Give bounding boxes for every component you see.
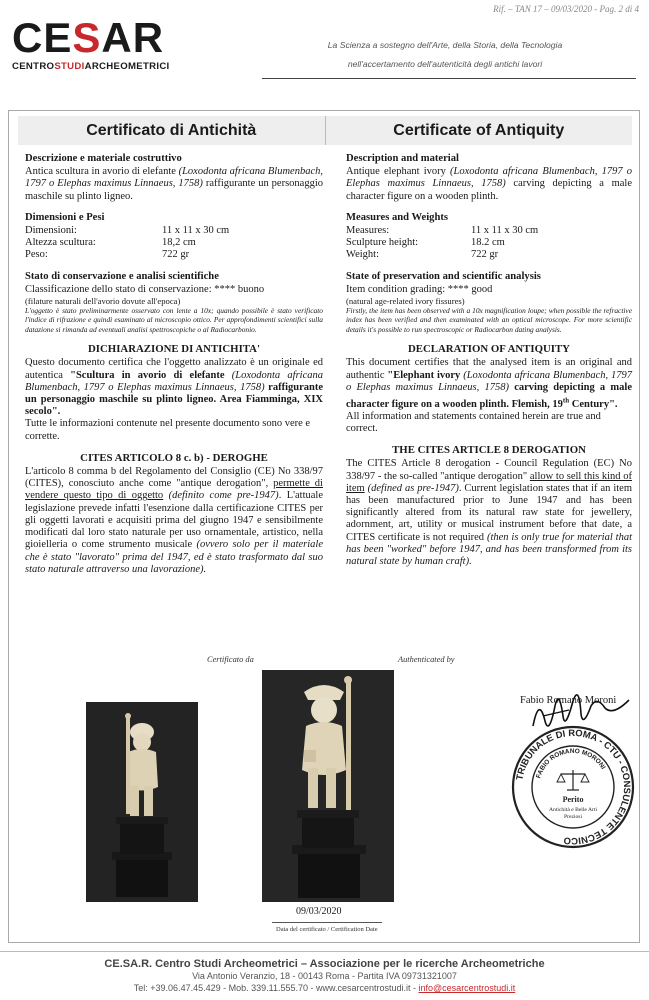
condition-note: (natural age-related ivory fissures) bbox=[346, 296, 465, 307]
document-reference: Rif. – TAN 17 – 09/03/2020 - Pag. 2 di 4 bbox=[493, 4, 639, 14]
dimensions-heading: Measures and Weights bbox=[346, 211, 449, 223]
sculpture-front-image bbox=[262, 670, 394, 902]
english-column bbox=[346, 153, 632, 568]
dimension-row: Measures: 11 x 11 x 30 cm bbox=[346, 225, 539, 237]
logo-wordmark: CESAR bbox=[12, 14, 165, 61]
declaration-text: This document certifies that the analysed item is an original and authentic "Elephant ivory (Loxodonta africana Blumenbach, 1797 o Elephas maximus Linnaeus, 1758) carving depicting a male character figure on a wooden plinth. Flemish, 19th Century". bbox=[346, 357, 633, 410]
footer-address: Via Antonio Veranzio, 18 - 00143 Roma - Partita IVA 09731321007 bbox=[192, 971, 457, 981]
logo-subtitle: CENTROSTUDIARCHEOMETRICI bbox=[12, 61, 170, 72]
cites-text: The CITES Article 8 derogation - Council Regulation (EC) No 338/97 - the so-called "antique derogation" allow to sell this kind of item (defined as pre-1947). Current legislation states that if an item has been manufactured prior to June 1947 and has been significantly altered from its natural raw state for jewellery, adornment, art, utility or musical instrument before that date, a CITES certificate is not required (then is only true for material that has been "worked" before 1947, and has been transformed from its natural state by human craft). bbox=[346, 458, 632, 567]
title-italian: Certificato di Antichità bbox=[86, 122, 257, 139]
certificate-title-bar bbox=[18, 116, 632, 145]
expert-name: Fabio Romano Moroni bbox=[520, 695, 617, 706]
dimension-row: Dimensioni: 11 x 11 x 30 cm bbox=[25, 225, 230, 237]
footer-contacts: Tel: +39.06.47.45.429 - Mob. 339.11.555.70 - www.cesarcentrostudi.it - info@cesarcentrostudi.it bbox=[133, 983, 516, 993]
dimensions-heading: Dimensioni e Pesi bbox=[25, 211, 105, 223]
description-heading: Description and material bbox=[346, 153, 459, 164]
authenticated-by-label: Authenticated by bbox=[398, 655, 455, 664]
stamp-field: Antichità e Belle Arti bbox=[549, 807, 597, 813]
cites-text: L'articolo 8 comma b del Regolamento del Consiglio (CE) No 338/97 (CITES), conosciuto anche come "antique derogation", permette di vendere questo tipo di oggetto (definito come pre-1947). L'attuale legislazione prevede infatti l'esenzione dalla certificazione CITES per gli oggetti lavorati e acquisiti prima del giugno 1947 e sensibilmente modificati dal loro stato naturale per uso ornamentale, artistico, nella gioielleria o come strumento musicale (ovvero solo per il materiale che è stato "lavorato" prima del 1947, ed è stato trasformato dal suo stato naturale attraverso una lavorazione). bbox=[25, 466, 323, 575]
header-rule bbox=[262, 78, 636, 79]
scales-icon bbox=[557, 770, 589, 790]
stamp-ring-text: TRIBUNALE DI ROMA - CTU - CONSULENTE TECNICO bbox=[513, 726, 634, 848]
sculpture-back-image bbox=[86, 702, 198, 902]
certification-date: 09/03/2020 bbox=[296, 906, 342, 917]
italian-column bbox=[25, 153, 323, 576]
analysis-note: Firstly, the item has been observed with a 10x magnification loupe; when possible the refractive index has been verified and then examinated with an optical microscope. For more scientific details it's possible to run spectroscopic or Radiocarbon dating analysis. bbox=[346, 306, 632, 334]
official-stamp bbox=[510, 724, 636, 850]
footer bbox=[0, 957, 649, 994]
conservation-heading: Stato di conservazione e analisi scientifiche bbox=[25, 270, 219, 282]
date-caption: Data del certificato / Certification Date bbox=[276, 926, 378, 933]
cites-heading: THE CITES ARTICLE 8 DEROGATION bbox=[392, 444, 586, 457]
cites-heading: CITES ARTICOLO 8 c. b) - DEROGHE bbox=[80, 451, 268, 464]
condition-note: (filature naturali dell'avorio dovute all'epoca) bbox=[25, 296, 181, 307]
sculpture-photo-front bbox=[262, 670, 394, 902]
stamp-name-text: FABIO ROMANO MORONI bbox=[535, 747, 607, 780]
header-tagline: La Scienza a sostegno dell'Arte, della Storia, della Tecnologia nell'accertamento dell'autenticità degli antichi lavori bbox=[327, 40, 563, 69]
description-text: Antica scultura in avorio di elefante (Loxodonta africana Blumenbach, 1797 o Elephas maximus Linnaeus, 1758) raffigurante un personaggio maschile su plinto ligneo. bbox=[25, 166, 324, 202]
dimension-row: Peso: 722 gr bbox=[25, 249, 190, 261]
certified-by-label: Certificato da bbox=[207, 655, 254, 664]
footer-email-link[interactable]: info@cesarcentrostudi.it bbox=[418, 983, 516, 993]
conservation-heading: State of preservation and scientific analysis bbox=[346, 270, 541, 282]
description-text: Antique elephant ivory (Loxodonta africana Blumenbach, 1797 o Elephas maximus Linnaeus, 1758) carving depicting a male character figure on a wooden plinth. bbox=[346, 166, 633, 202]
declaration-heading: DICHIARAZIONE DI ANTICHITA' bbox=[88, 343, 260, 356]
declaration-text: Questo documento certifica che l'oggetto analizzato è un originale ed autentica "Scultura in avorio di elefante (Loxodonta africana Blumenbach, 1797 o Elephas maximus Linnaeus, 1758) raffigurante un personaggio maschile su plinto ligneo. Area Fiamminga, XIX secolo". bbox=[25, 357, 324, 418]
dimension-row: Altezza scultura: 18,2 cm bbox=[25, 237, 196, 249]
dimension-row: Weight: 722 gr bbox=[346, 249, 499, 261]
sculpture-photo-back bbox=[86, 702, 198, 902]
footer-organization: CE.SA.R. Centro Studi Archeometrici – Associazione per le ricerche Archeometriche bbox=[104, 958, 545, 970]
condition-grade: Classificazione dello stato di conservazione: **** buono bbox=[25, 283, 265, 295]
declaration-heading: DECLARATION OF ANTIQUITY bbox=[408, 343, 570, 356]
date-rule bbox=[272, 922, 382, 923]
cesar-logo bbox=[12, 14, 170, 72]
declaration-truth: All information and statements contained herein are true and correct. bbox=[346, 410, 601, 434]
condition-grade: Item condition grading: **** good bbox=[346, 283, 493, 295]
description-heading: Descrizione e materiale costruttivo bbox=[25, 153, 182, 164]
stamp-role: Perito bbox=[562, 795, 584, 804]
footer-rule bbox=[0, 951, 649, 952]
dimension-row: Sculpture height: 18.2 cm bbox=[346, 237, 505, 249]
title-english: Certificate of Antiquity bbox=[325, 116, 633, 145]
analysis-note: L'oggetto è stato preliminarmente osservato con lente a 10x; quando possibile è stato verificato l'indice di rifrazione e quindi esaminato al microscopio ottico. Per approfondimenti scientifici sulla datazione si rimanda ad eventuali analisi spettroscopiche o al Radiocarbonio. bbox=[25, 306, 323, 334]
stamp-field-2: Preziosi bbox=[563, 814, 583, 820]
declaration-truth: Tutte le informazioni contenute nel presente documento sono vere e corrette. bbox=[25, 418, 311, 442]
